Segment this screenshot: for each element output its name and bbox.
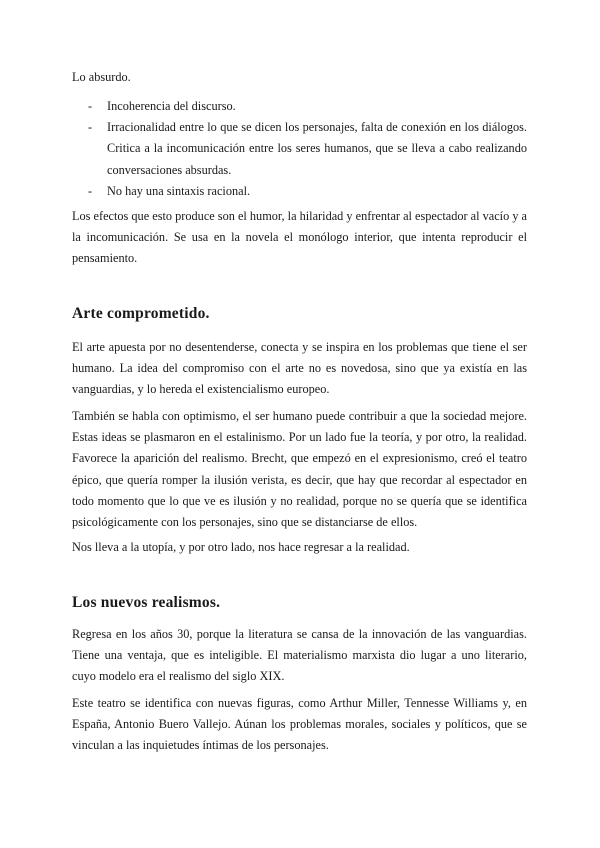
arte-paragraph-1: El arte apuesta por no desentenderse, conecta y se inspira en los problemas que tiene el ser humano. La idea del compromiso con el arte no es novedosa, sino que ya existía en las vanguardias, y lo hereda el existencialismo europeo.	[72, 340, 527, 397]
bullet-text: No hay una sintaxis racional.	[107, 183, 251, 198]
list-item	[72, 96, 527, 117]
bullet-dash: -	[88, 120, 93, 135]
section-heading-nuevos-realismos: Los nuevos realismos.	[72, 594, 221, 611]
bullet-dash: -	[88, 99, 93, 113]
section-heading-arte-comprometido: Arte comprometido.	[72, 305, 210, 322]
list-item	[72, 181, 527, 202]
arte-paragraph-2: También se habla con optimismo, el ser humano puede contribuir a que la sociedad mejore. Estas ideas se plasmaron en el estalinismo. Por un lado fue la teoría, y por otro, la realidad. Favorece la aparición del realismo. Brecht, que empezó en el expresionismo, creó el teatro épico, que quería romper la ilusión verista, es decir, que hay que recordar al espectador en todo momento que lo que ve es ilusión y no realidad, porque no se quería que se identifica psicológicamente con los personajes, sino que se distanciarse de ellos.	[72, 409, 527, 530]
bullet-text: Irracionalidad entre lo que se dicen los personajes, falta de conexión en los diálogos. Critica a la incomunicación entre los seres humanos, que se lleva a cabo realizando conversaciones absurdas.	[107, 120, 527, 177]
arte-paragraph-3: Nos lleva a la utopía, y por otro lado, nos hace regresar a la realidad.	[72, 540, 410, 554]
realismos-paragraph-1: Regresa en los años 30, porque la literatura se cansa de la innovación de las vanguardias. Tiene una ventaja, que es inteligible. El materialismo marxista dio lugar a uno literario, cuyo modelo era el realismo del siglo XIX.	[72, 627, 527, 684]
realismos-paragraph-2: Este teatro se identifica con nuevas figuras, como Arthur Miller, Tennesse Williams y, en España, Antonio Buero Vallejo. Aúnan los problemas morales, sociales y políticos, que se vinculan a las inquietudes íntimas de los personajes.	[72, 696, 527, 753]
absurd-bullet-list	[72, 96, 527, 202]
absurd-intro-line: Lo absurdo.	[72, 70, 131, 84]
bullet-dash: -	[88, 183, 93, 198]
list-item	[72, 117, 527, 181]
bullet-text: Incoherencia del discurso.	[107, 99, 236, 113]
absurd-effects-paragraph: Los efectos que esto produce son el humor, la hilaridad y enfrentar al espectador al vacío y a la incomunicación. Se usa en la novela el monólogo interior, que intenta reproducir el pensamiento.	[72, 209, 527, 266]
